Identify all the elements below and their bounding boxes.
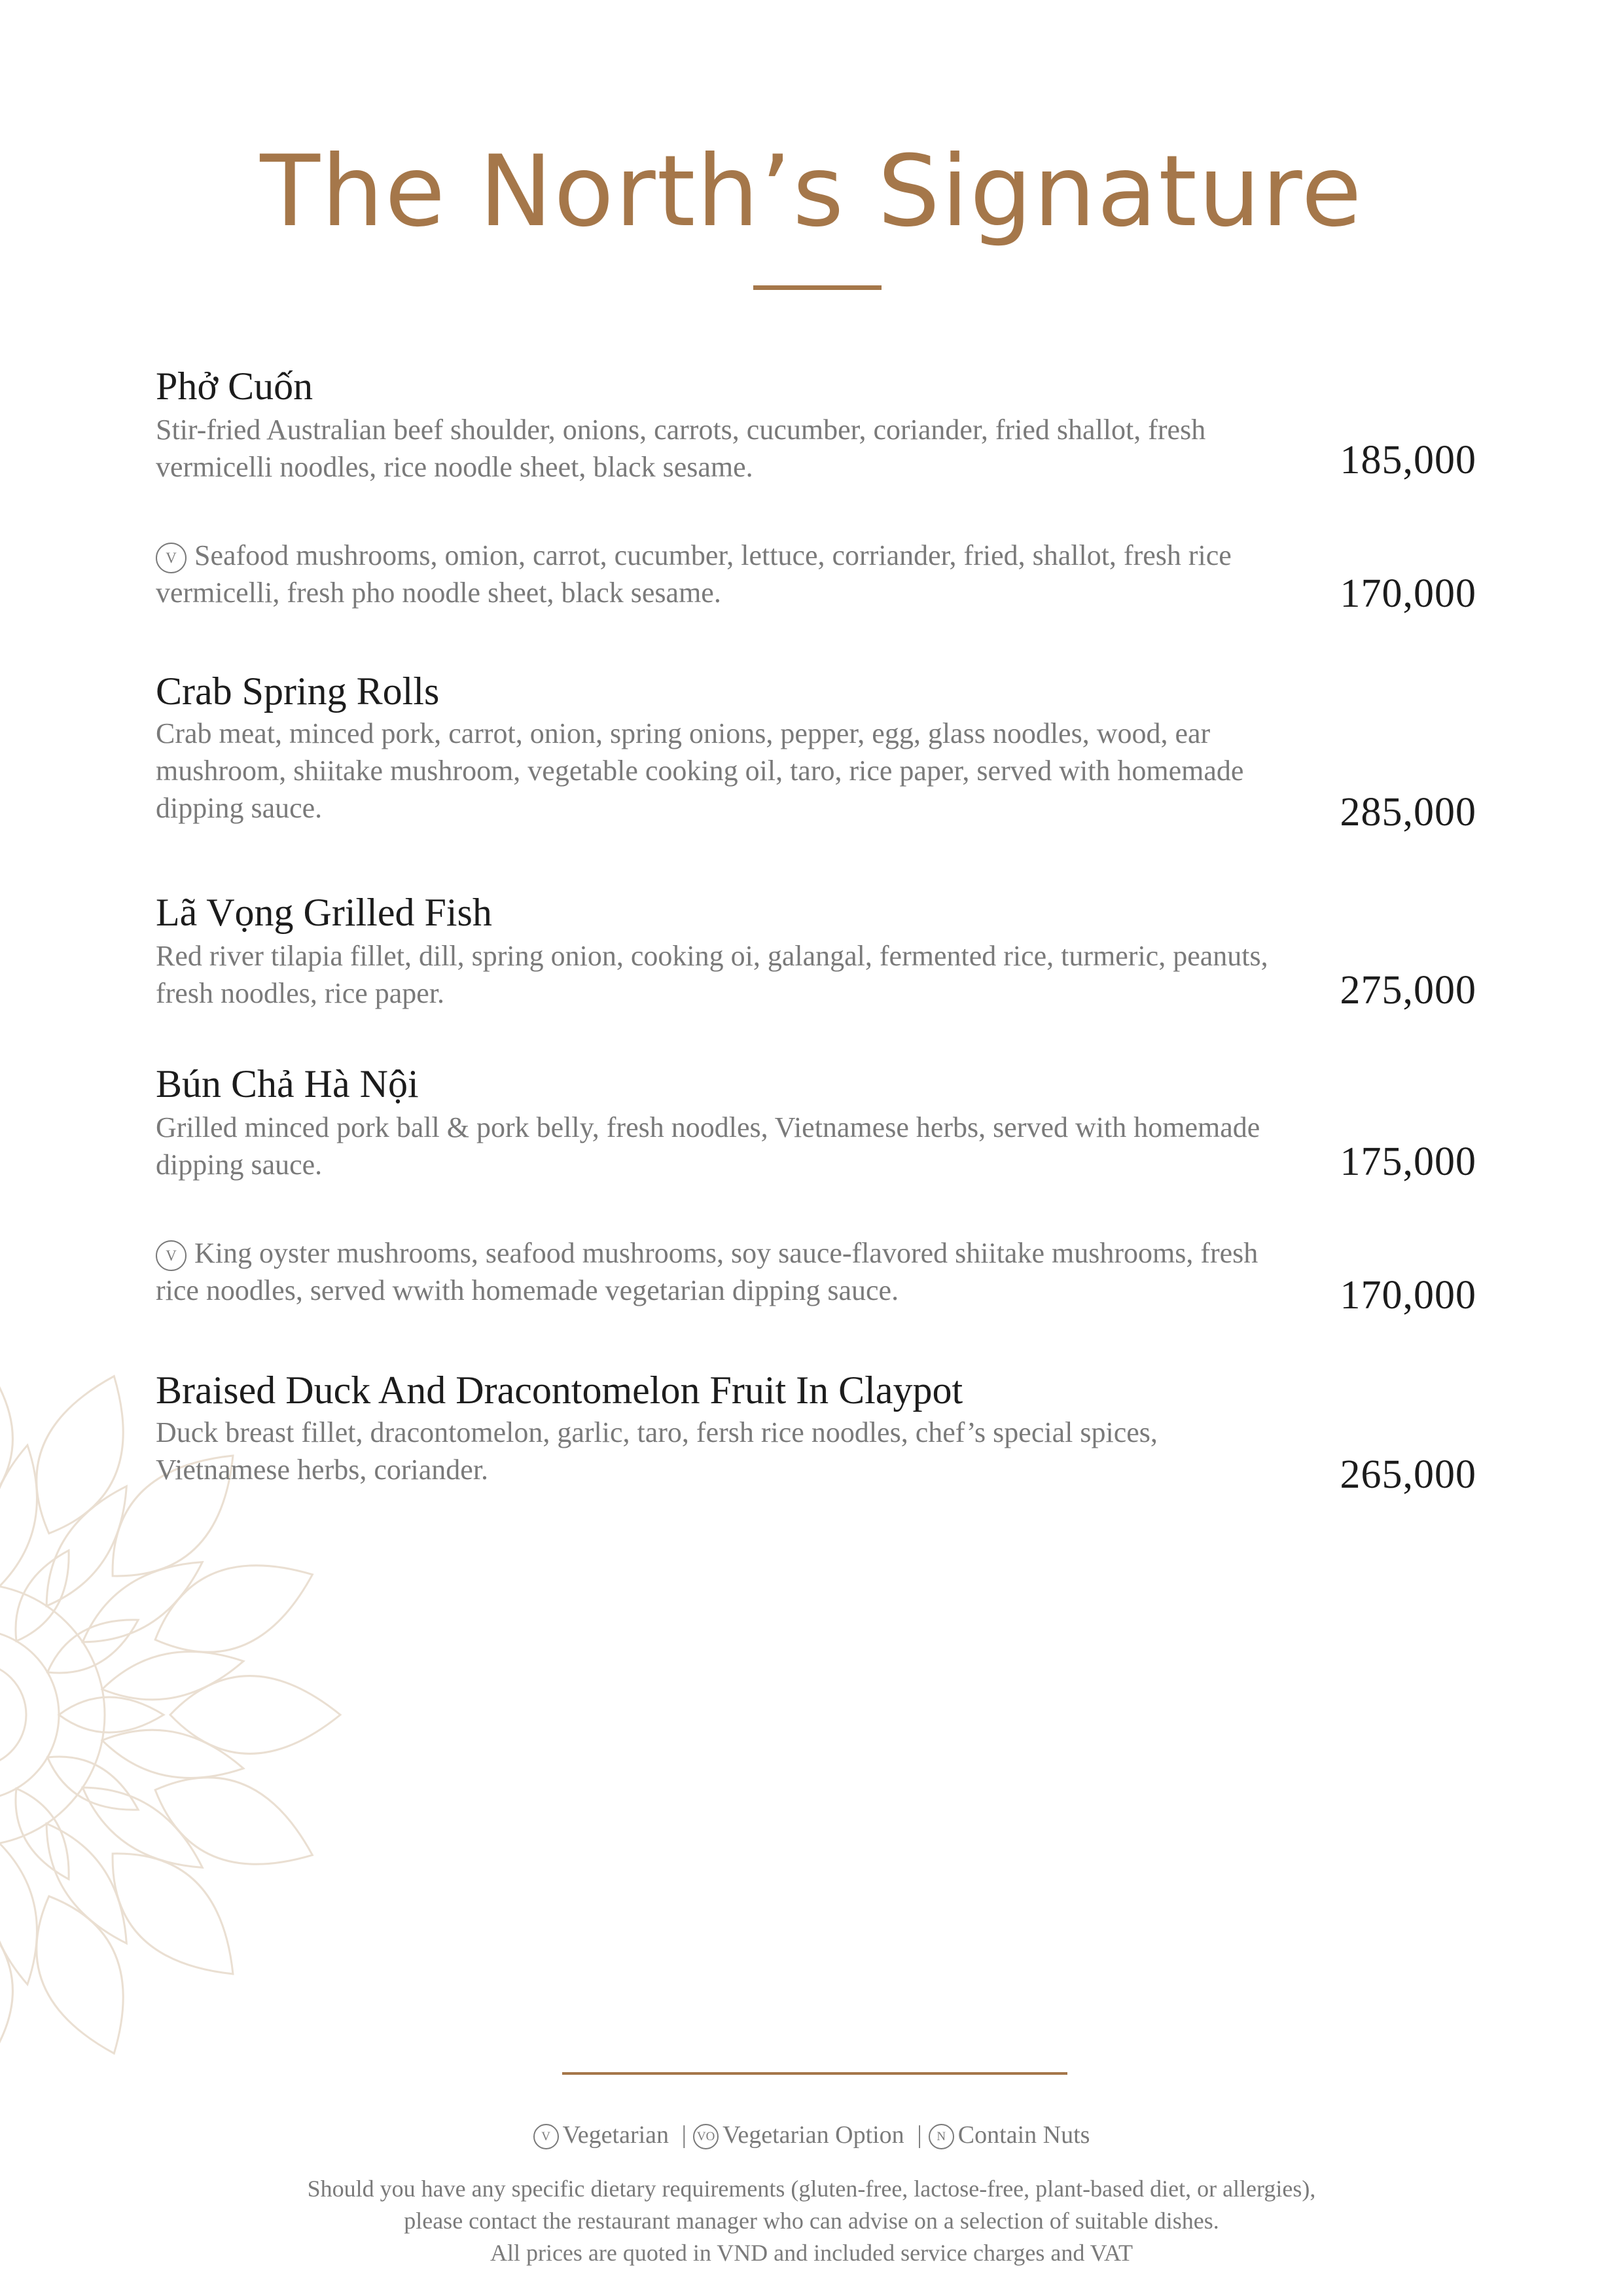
mandala-petal: [0, 1843, 37, 1984]
item-price-bun-cha-ha-noi: 175,000: [1340, 1139, 1476, 1184]
mandala-petal: [82, 1787, 202, 1867]
vegetarian-icon: V: [533, 2124, 559, 2149]
dietary-legend: [0, 2121, 1623, 2149]
mandala-petal: [0, 1911, 12, 2081]
item-price-bun-cha-vegetarian: 170,000: [1340, 1273, 1476, 1318]
item-price-pho-cuon: 185,000: [1340, 438, 1476, 482]
item-desc-bun-cha-ha-noi: Grilled minced pork ball & pork belly, fresh noodles, Vietnamese herbs, served with homemade dipping sauce.: [156, 1111, 1260, 1181]
mandala-petal: [48, 1757, 139, 1810]
legend-vegetarian-label: Vegetarian: [562, 2121, 669, 2149]
item-price-la-vong-grilled-fish: 275,000: [1340, 968, 1476, 1013]
mandala-petal: [37, 1376, 123, 1534]
legend-contains-nuts-label: Contain Nuts: [957, 2121, 1090, 2149]
title-divider: [753, 285, 882, 290]
dietary-note-line-2: please contact the restaurant manager who can advise on a selection of suitable dishes.: [404, 2208, 1219, 2234]
legend-vegetarian-option-label: Vegetarian Option: [722, 2121, 904, 2149]
mandala-petal: [46, 1486, 126, 1606]
vegetarian-badge-icon: V: [156, 543, 187, 573]
mandala-petal: [0, 1348, 12, 1518]
mandala-petal: [48, 1620, 139, 1673]
item-price-braised-duck: 265,000: [1340, 1452, 1476, 1497]
item-desc-pho-cuon: Stir-fried Australian beef shoulder, onions, carrots, cucumber, coriander, fried shallot, fresh vermicelli noodles, rice noodle sheet, black sesame.: [156, 414, 1206, 483]
item-desc-pho-cuon-vegetarian: [156, 537, 1281, 611]
mandala-petal: [155, 1778, 312, 1864]
item-desc-text: Seafood mushrooms, omion, carrot, cucumber, lettuce, corriander, fried, shallot, fresh rice vermicelli, fresh pho noodle sheet, black sesame.: [156, 539, 1232, 609]
mandala-petals-middle: [0, 1445, 243, 1984]
item-desc-la-vong-grilled-fish: Red river tilapia fillet, dill, spring onion, cooking oi, galangal, fermented rice, turmeric, peanuts, fresh noodles, rice paper.: [156, 940, 1268, 1009]
pricing-note: All prices are quoted in VND and included service charges and VAT: [490, 2240, 1133, 2266]
contains-nuts-icon: N: [929, 2124, 954, 2149]
mandala-petal: [82, 1562, 202, 1642]
item-price-pho-cuon-vegetarian: 170,000: [1340, 571, 1476, 616]
item-name-la-vong-grilled-fish: Lã Vọng Grilled Fish: [156, 891, 492, 934]
item-desc-bun-cha-vegetarian: [156, 1234, 1281, 1309]
mandala-petal: [16, 1789, 69, 1880]
item-price-crab-spring-rolls: 285,000: [1340, 790, 1476, 834]
vegetarian-option-icon: VO: [693, 2124, 719, 2149]
dietary-note-line-1: Should you have any specific dietary requirements (gluten-free, lactose-free, plant-based diet, or allergies),: [307, 2176, 1316, 2202]
item-name-braised-duck: Braised Duck And Dracontomelon Fruit In Claypot: [156, 1369, 963, 1412]
item-desc-crab-spring-rolls: Crab meat, minced pork, carrot, onion, spring onions, pepper, egg, glass noodles, wood, ear mushroom, shiitake mushroom, vegetable cooking oil, taro, rice paper, served with homemade dipping sauce.: [156, 717, 1244, 824]
item-desc-braised-duck: Duck breast fillet, dracontomelon, garlic, taro, fersh rice noodles, chef’s special spices, Vietnamese herbs, coriander.: [156, 1416, 1158, 1486]
mandala-petal: [46, 1823, 126, 1943]
mandala-petal: [37, 1896, 123, 2053]
mandala-petal: [102, 1730, 243, 1778]
mandala-petal: [170, 1676, 340, 1754]
legend-separator: |: [917, 2121, 922, 2149]
item-name-crab-spring-rolls: Crab Spring Rolls: [156, 670, 440, 713]
mandala-petals-inner: [0, 1525, 164, 1905]
mandala-petal: [155, 1566, 312, 1652]
item-desc-text: King oyster mushrooms, seafood mushrooms, soy sauce-flavored shiitake mushrooms, fresh rice noodles, served wwith homemade vegetarian dipping sauce.: [156, 1237, 1258, 1306]
item-name-pho-cuon: Phở Cuốn: [156, 365, 313, 408]
mandala-petal: [102, 1652, 243, 1700]
vegetarian-badge-icon: V: [156, 1240, 187, 1271]
legend-separator: |: [681, 2121, 687, 2149]
mandala-petal: [113, 1854, 233, 1974]
mandala-petal: [59, 1697, 164, 1732]
mandala-petal: [16, 1551, 69, 1641]
mandala-petal: [0, 1445, 37, 1587]
page-title: The North’s Signature: [260, 135, 1363, 249]
footer-divider: [562, 2072, 1067, 2075]
item-name-bun-cha-ha-noi: Bún Chả Hà Nội: [156, 1062, 419, 1105]
